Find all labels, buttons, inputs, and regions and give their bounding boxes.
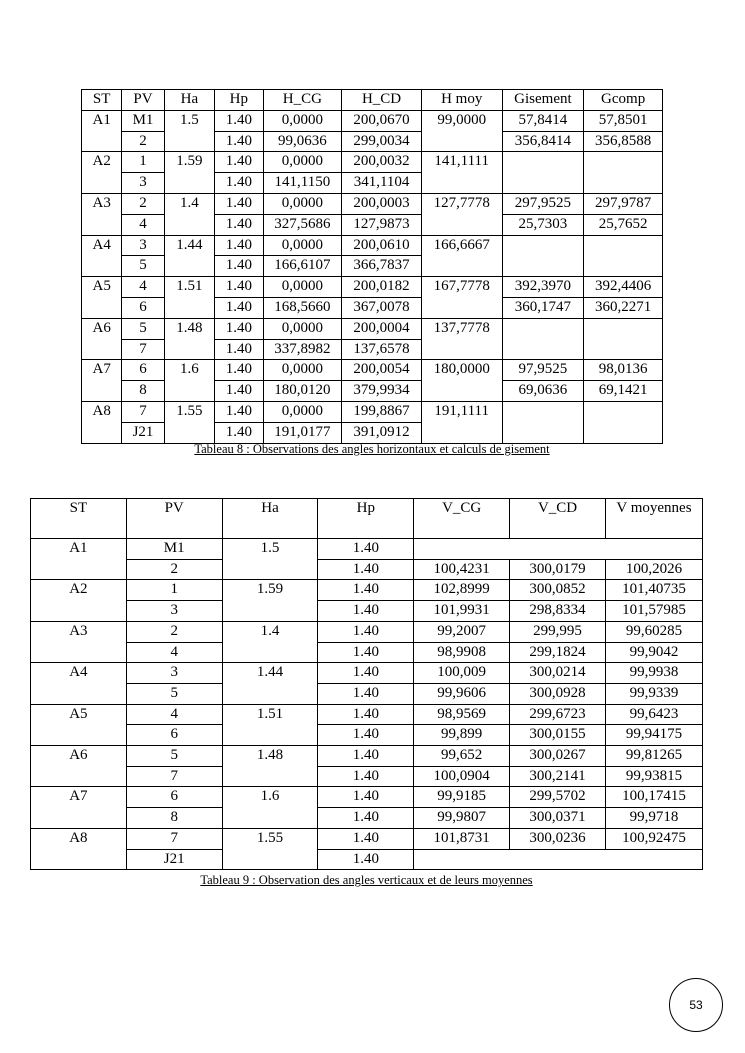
hp-cell: 1.40	[215, 297, 263, 318]
table-row	[82, 110, 663, 131]
pv-cell: 1	[122, 152, 164, 173]
h-cg-cell: 0,0000	[263, 110, 342, 131]
pv-cell: 4	[126, 704, 222, 725]
v-moyenne-cell: 99,60285	[606, 621, 703, 642]
h-moy-cell: 191,1111	[421, 401, 502, 443]
h-cg-cell: 166,6107	[263, 256, 342, 277]
v-cd-cell: 299,1824	[510, 642, 606, 663]
table-row	[31, 539, 703, 560]
pv-cell: 7	[122, 401, 164, 422]
h-cd-cell: 199,8867	[342, 401, 422, 422]
h-cg-cell: 0,0000	[263, 152, 342, 173]
pv-cell: 7	[122, 339, 164, 360]
gcomp-cell	[584, 401, 663, 443]
pv-cell: 2	[126, 559, 222, 580]
hp-cell: 1.40	[215, 277, 263, 298]
v-moyenne-cell: 99,93815	[606, 766, 703, 787]
h-cg-cell: 168,5660	[263, 297, 342, 318]
h-moy-cell: 180,0000	[421, 360, 502, 402]
table-row	[31, 746, 703, 767]
hp-cell: 1.40	[215, 401, 263, 422]
h-cd-cell: 137,6578	[342, 339, 422, 360]
table-row	[31, 683, 703, 704]
header-pv: PV	[122, 90, 164, 111]
station-cell: A4	[31, 663, 127, 704]
table-row	[82, 193, 663, 214]
hp-cell: 1.40	[318, 808, 414, 829]
table-row	[31, 787, 703, 808]
hp-cell: 1.40	[318, 725, 414, 746]
table-row	[82, 401, 663, 422]
v-cd-cell: 298,8334	[510, 601, 606, 622]
table-9-caption: Tableau 9 : Observation des angles verticaux et de leurs moyennes	[200, 873, 533, 887]
h-cg-cell: 141,1150	[263, 173, 342, 194]
h-cd-cell: 200,0032	[342, 152, 422, 173]
v-cg-cell: 100,0904	[414, 766, 510, 787]
gcomp-cell: 25,7652	[584, 214, 663, 235]
table-header-row	[82, 90, 663, 111]
ha-cell: 1.51	[222, 704, 318, 745]
pv-cell: 7	[126, 828, 222, 849]
h-cd-cell: 200,0610	[342, 235, 422, 256]
pv-cell: 5	[122, 318, 164, 339]
table-row	[31, 601, 703, 622]
table-8-caption: Tableau 8 : Observations des angles horizontaux et calculs de gisement	[194, 442, 550, 456]
hp-cell: 1.40	[318, 539, 414, 560]
gcomp-cell: 297,9787	[584, 193, 663, 214]
pv-cell: 3	[126, 601, 222, 622]
hp-cell: 1.40	[215, 173, 263, 194]
pv-cell: 6	[122, 297, 164, 318]
hp-cell: 1.40	[215, 360, 263, 381]
hp-cell: 1.40	[318, 559, 414, 580]
header-ha: Ha	[164, 90, 214, 111]
h-cg-cell: 180,0120	[263, 381, 342, 402]
header-gcomp: Gcomp	[584, 90, 663, 111]
gisement-cell: 360,1747	[502, 297, 584, 318]
hp-cell: 1.40	[318, 704, 414, 725]
station-cell: A8	[31, 828, 127, 869]
gisement-cell: 69,0636	[502, 381, 584, 402]
header-v-cg: V_CG	[414, 499, 510, 539]
ha-cell: 1.4	[164, 193, 214, 235]
h-cd-cell: 200,0004	[342, 318, 422, 339]
gcomp-cell: 360,2271	[584, 297, 663, 318]
hp-cell: 1.40	[215, 256, 263, 277]
table-row	[31, 725, 703, 746]
gcomp-cell	[584, 235, 663, 277]
table-row	[82, 360, 663, 381]
table-row	[82, 235, 663, 256]
station-cell: A6	[31, 746, 127, 787]
station-cell: A1	[31, 539, 127, 580]
pv-cell: M1	[122, 110, 164, 131]
hp-cell: 1.40	[215, 381, 263, 402]
h-moy-cell: 166,6667	[421, 235, 502, 277]
table-row	[31, 663, 703, 684]
pv-cell: 3	[122, 235, 164, 256]
h-cd-cell: 200,0003	[342, 193, 422, 214]
v-cg-cell: 98,9908	[414, 642, 510, 663]
pv-cell: 2	[122, 193, 164, 214]
ha-cell: 1.48	[164, 318, 214, 360]
station-cell: A7	[82, 360, 122, 402]
pv-cell: 3	[122, 173, 164, 194]
v-cg-cell: 99,9185	[414, 787, 510, 808]
v-cd-cell: 299,6723	[510, 704, 606, 725]
h-cg-cell: 0,0000	[263, 318, 342, 339]
header-st: ST	[82, 90, 122, 111]
ha-cell: 1.6	[164, 360, 214, 402]
v-cd-cell: 300,0214	[510, 663, 606, 684]
v-cd-cell: 300,0267	[510, 746, 606, 767]
ha-cell: 1.6	[222, 787, 318, 828]
gisement-cell: 57,8414	[502, 110, 584, 131]
pv-cell: 7	[126, 766, 222, 787]
h-cd-cell: 379,9934	[342, 381, 422, 402]
pv-cell: 5	[122, 256, 164, 277]
table-row	[82, 277, 663, 298]
table-header-row	[31, 499, 703, 539]
v-cg-cell: 101,8731	[414, 828, 510, 849]
ha-cell: 1.44	[222, 663, 318, 704]
header-h-cg: H_CG	[263, 90, 342, 111]
v-moyenne-cell: 99,9938	[606, 663, 703, 684]
v-cd-cell: 300,0179	[510, 559, 606, 580]
h-moy-cell: 137,7778	[421, 318, 502, 360]
station-cell: A1	[82, 110, 122, 152]
hp-cell: 1.40	[215, 318, 263, 339]
hp-cell: 1.40	[318, 828, 414, 849]
h-cd-cell: 341,1104	[342, 173, 422, 194]
h-cg-cell: 0,0000	[263, 235, 342, 256]
hp-cell: 1.40	[215, 422, 263, 443]
table-row	[31, 621, 703, 642]
gcomp-cell: 57,8501	[584, 110, 663, 131]
header-h-moy: H moy	[421, 90, 502, 111]
vertical-angles-body	[31, 499, 703, 870]
h-cg-cell: 337,8982	[263, 339, 342, 360]
table-row	[82, 318, 663, 339]
v-cg-cell: 100,4231	[414, 559, 510, 580]
empty-cell	[414, 539, 703, 560]
header-h-cd: H_CD	[342, 90, 422, 111]
station-cell: A2	[31, 580, 127, 621]
page-number: 53	[669, 978, 723, 1032]
v-cg-cell: 99,9807	[414, 808, 510, 829]
pv-cell: 6	[126, 725, 222, 746]
h-moy-cell: 99,0000	[421, 110, 502, 152]
hp-cell: 1.40	[318, 746, 414, 767]
h-cd-cell: 127,9873	[342, 214, 422, 235]
v-cg-cell: 99,899	[414, 725, 510, 746]
v-cg-cell: 102,8999	[414, 580, 510, 601]
table-row	[31, 642, 703, 663]
ha-cell: 1.55	[222, 828, 318, 869]
pv-cell: 6	[126, 787, 222, 808]
gcomp-cell: 98,0136	[584, 360, 663, 381]
h-cg-cell: 327,5686	[263, 214, 342, 235]
hp-cell: 1.40	[318, 766, 414, 787]
gcomp-cell	[584, 318, 663, 360]
v-cd-cell: 300,0155	[510, 725, 606, 746]
station-cell: A3	[31, 621, 127, 662]
gisement-cell	[502, 318, 584, 360]
table-row	[31, 580, 703, 601]
table-row	[31, 766, 703, 787]
hp-cell: 1.40	[215, 193, 263, 214]
ha-cell: 1.59	[164, 152, 214, 194]
h-cg-cell: 0,0000	[263, 193, 342, 214]
station-cell: A5	[82, 277, 122, 319]
pv-cell: 8	[122, 381, 164, 402]
v-cg-cell: 98,9569	[414, 704, 510, 725]
h-cd-cell: 200,0054	[342, 360, 422, 381]
v-cd-cell: 300,0852	[510, 580, 606, 601]
v-cg-cell: 99,2007	[414, 621, 510, 642]
gisement-cell	[502, 152, 584, 194]
pv-cell: 4	[122, 214, 164, 235]
hp-cell: 1.40	[215, 214, 263, 235]
v-moyenne-cell: 99,94175	[606, 725, 703, 746]
ha-cell: 1.59	[222, 580, 318, 621]
h-cg-cell: 99,0636	[263, 131, 342, 152]
gcomp-cell: 392,4406	[584, 277, 663, 298]
h-moy-cell: 127,7778	[421, 193, 502, 235]
v-moyenne-cell: 99,9042	[606, 642, 703, 663]
hp-cell: 1.40	[318, 683, 414, 704]
header-ha: Ha	[222, 499, 318, 539]
v-cg-cell: 100,009	[414, 663, 510, 684]
ha-cell: 1.5	[222, 539, 318, 580]
ha-cell: 1.4	[222, 621, 318, 662]
v-cd-cell: 300,2141	[510, 766, 606, 787]
horizontal-angles-body	[82, 90, 663, 444]
v-moyenne-cell: 101,57985	[606, 601, 703, 622]
h-cd-cell: 299,0034	[342, 131, 422, 152]
header-pv: PV	[126, 499, 222, 539]
gisement-cell	[502, 235, 584, 277]
hp-cell: 1.40	[318, 601, 414, 622]
v-cg-cell: 99,9606	[414, 683, 510, 704]
h-moy-cell: 167,7778	[421, 277, 502, 319]
v-cd-cell: 300,0371	[510, 808, 606, 829]
v-moyenne-cell: 100,92475	[606, 828, 703, 849]
pv-cell: 1	[126, 580, 222, 601]
station-cell: A7	[31, 787, 127, 828]
horizontal-angles-table	[81, 89, 663, 444]
v-moyenne-cell: 99,9718	[606, 808, 703, 829]
v-moyenne-cell: 101,40735	[606, 580, 703, 601]
h-cg-cell: 0,0000	[263, 360, 342, 381]
pv-cell: 8	[126, 808, 222, 829]
pv-cell: 4	[126, 642, 222, 663]
station-cell: A2	[82, 152, 122, 194]
gisement-cell: 97,9525	[502, 360, 584, 381]
station-cell: A4	[82, 235, 122, 277]
pv-cell: 3	[126, 663, 222, 684]
hp-cell: 1.40	[318, 849, 414, 870]
h-cd-cell: 200,0670	[342, 110, 422, 131]
vertical-angles-table	[30, 498, 703, 870]
v-moyenne-cell: 100,17415	[606, 787, 703, 808]
ha-cell: 1.44	[164, 235, 214, 277]
v-moyenne-cell: 99,9339	[606, 683, 703, 704]
v-cd-cell: 299,5702	[510, 787, 606, 808]
hp-cell: 1.40	[215, 339, 263, 360]
v-cd-cell: 299,995	[510, 621, 606, 642]
hp-cell: 1.40	[318, 663, 414, 684]
pv-cell: 6	[122, 360, 164, 381]
h-cg-cell: 0,0000	[263, 277, 342, 298]
empty-cell	[414, 849, 703, 870]
gisement-cell: 356,8414	[502, 131, 584, 152]
hp-cell: 1.40	[215, 131, 263, 152]
gisement-cell	[502, 401, 584, 443]
gisement-cell: 392,3970	[502, 277, 584, 298]
h-cd-cell: 367,0078	[342, 297, 422, 318]
table-row	[31, 849, 703, 870]
v-moyenne-cell: 99,81265	[606, 746, 703, 767]
hp-cell: 1.40	[318, 621, 414, 642]
pv-cell: J21	[126, 849, 222, 870]
pv-cell: J21	[122, 422, 164, 443]
ha-cell: 1.55	[164, 401, 214, 443]
pv-cell: 5	[126, 746, 222, 767]
v-moyenne-cell: 100,2026	[606, 559, 703, 580]
pv-cell: 2	[126, 621, 222, 642]
table-row	[31, 828, 703, 849]
h-cg-cell: 0,0000	[263, 401, 342, 422]
hp-cell: 1.40	[318, 580, 414, 601]
header-v-cd: V_CD	[510, 499, 606, 539]
v-cd-cell: 300,0236	[510, 828, 606, 849]
ha-cell: 1.48	[222, 746, 318, 787]
hp-cell: 1.40	[318, 787, 414, 808]
gcomp-cell	[584, 152, 663, 194]
hp-cell: 1.40	[318, 642, 414, 663]
station-cell: A5	[31, 704, 127, 745]
h-cd-cell: 366,7837	[342, 256, 422, 277]
hp-cell: 1.40	[215, 110, 263, 131]
pv-cell: 5	[126, 683, 222, 704]
hp-cell: 1.40	[215, 152, 263, 173]
table-row	[31, 704, 703, 725]
v-cd-cell: 300,0928	[510, 683, 606, 704]
ha-cell: 1.51	[164, 277, 214, 319]
h-cd-cell: 200,0182	[342, 277, 422, 298]
station-cell: A6	[82, 318, 122, 360]
h-moy-cell: 141,1111	[421, 152, 502, 194]
table-row	[31, 808, 703, 829]
station-cell: A3	[82, 193, 122, 235]
header-hp: Hp	[318, 499, 414, 539]
v-cg-cell: 101,9931	[414, 601, 510, 622]
pv-cell: 4	[122, 277, 164, 298]
table-row	[31, 559, 703, 580]
h-cg-cell: 191,0177	[263, 422, 342, 443]
pv-cell: M1	[126, 539, 222, 560]
v-moyenne-cell: 99,6423	[606, 704, 703, 725]
header-st: ST	[31, 499, 127, 539]
gisement-cell: 25,7303	[502, 214, 584, 235]
station-cell: A8	[82, 401, 122, 443]
gisement-cell: 297,9525	[502, 193, 584, 214]
header-gisement: Gisement	[502, 90, 584, 111]
v-cg-cell: 99,652	[414, 746, 510, 767]
h-cd-cell: 391,0912	[342, 422, 422, 443]
ha-cell: 1.5	[164, 110, 214, 152]
gcomp-cell: 69,1421	[584, 381, 663, 402]
table-row	[82, 152, 663, 173]
header-v-moyennes: V moyennes	[606, 499, 703, 539]
header-hp: Hp	[215, 90, 263, 111]
pv-cell: 2	[122, 131, 164, 152]
hp-cell: 1.40	[215, 235, 263, 256]
gcomp-cell: 356,8588	[584, 131, 663, 152]
